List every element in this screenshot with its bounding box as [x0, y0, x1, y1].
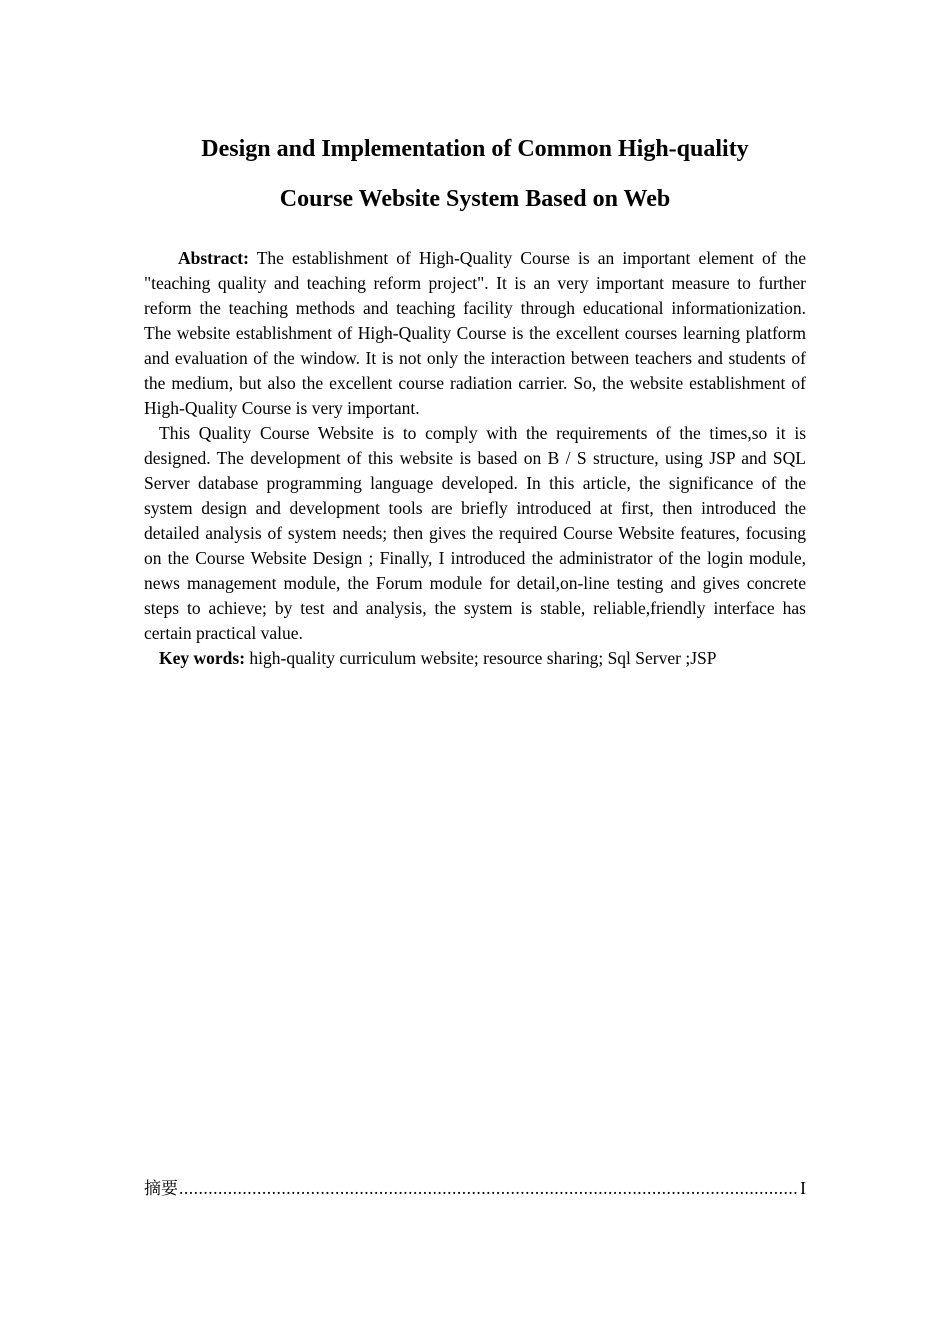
abstract-paragraph-1: [144, 246, 806, 421]
toc-entry-page: I: [800, 1178, 806, 1198]
toc-leader-dots: [179, 1176, 799, 1201]
toc-entry[interactable]: [144, 1176, 806, 1202]
abstract-paragraph-2: This Quality Course Website is to comply with the requirements of the times,so it is designed. The development of this website is based on B / S structure, using JSP and SQL Server database programming language developed. In this article, the significance of the system design and development tools are briefly introduced at first, then introduced the detailed analysis of system needs; then gives the required Course Website features, focusing on the Course Website Design ; Finally, I introduced the administrator of the login module, news management module, the Forum module for detail,on-line testing and gives concrete steps to achieve; by test and analysis, the system is stable, reliable,friendly interface has certain practical value.: [144, 423, 806, 643]
title-line-2: Course Website System Based on Web: [279, 186, 671, 212]
abstract-text-1: The establishment of High-Quality Course is an important element of the "teaching quality and teaching reform project". It is an very important measure to further reform the teaching methods and teaching facility through educational informationization. The website establishment of High-Quality Course is the excellent courses learning platform and evaluation of the window. It is not only the interaction between teachers and students of the medium, but also the excellent course radiation carrier. So, the website establishment of High-Quality Course is very important.: [144, 248, 806, 418]
abstract-label: Abstract:: [178, 248, 249, 268]
keywords-line: [144, 646, 806, 671]
title-line-1: Design and Implementation of Common High-quality: [201, 136, 749, 162]
keywords-text: high-quality curriculum website; resource sharing; Sql Server ;JSP: [245, 648, 717, 668]
abstract-section: [144, 246, 806, 671]
keywords-label: Key words:: [159, 648, 246, 668]
toc-entry-label: 摘要: [144, 1179, 178, 1199]
